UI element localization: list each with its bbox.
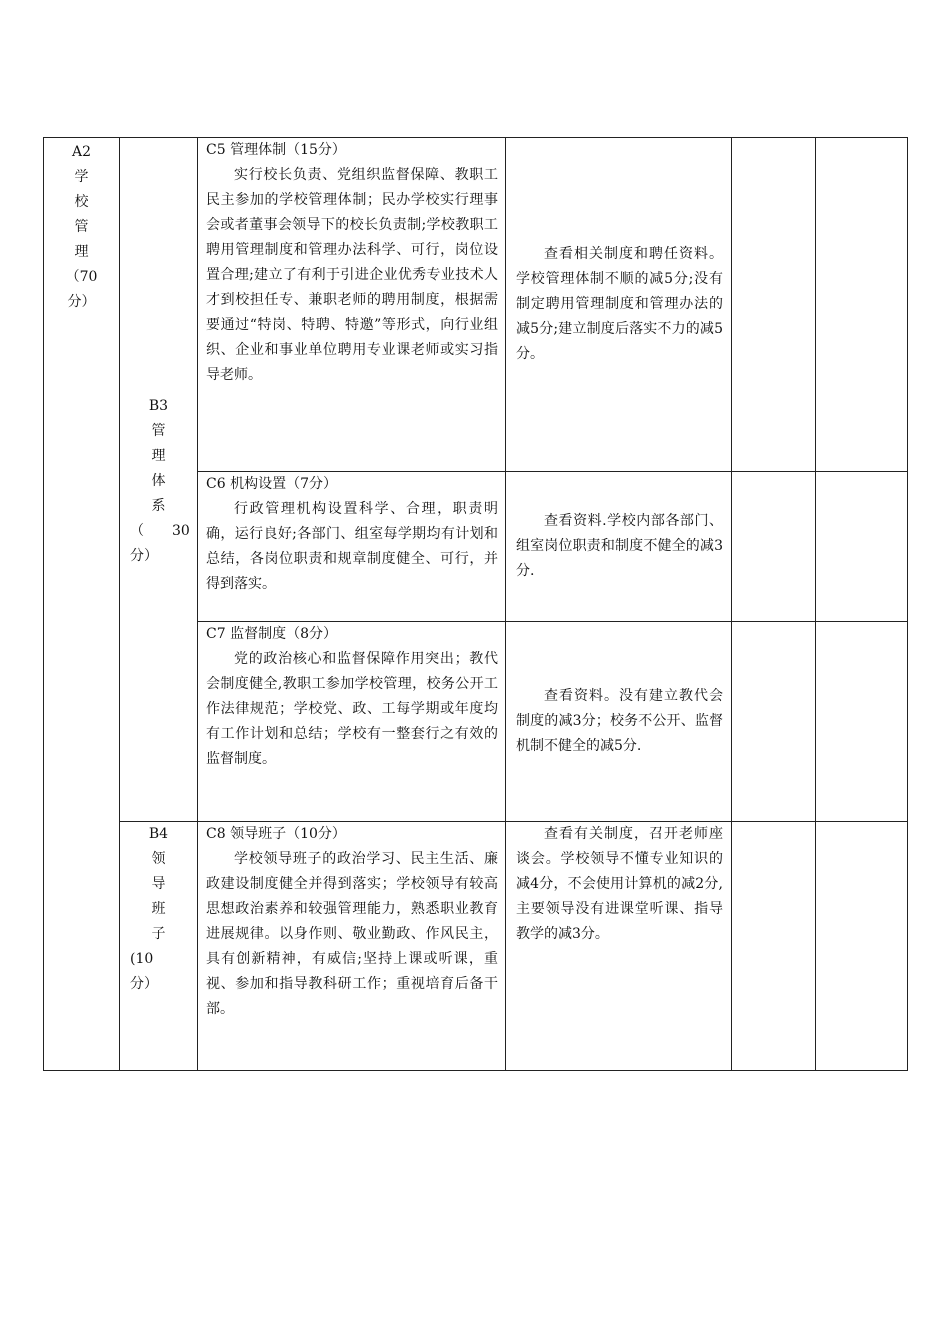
criterion-body: 行政管理机构设置科学、合理，职责明确，运行良好;各部门、组室每学期均有计划和总结，各岗位职责和规章制度健全、可行，并得到落实。 [206,501,498,592]
criterion-title: C8 领导班子（10分） [206,826,346,842]
criterion-title: C6 机构设置（7分） [206,476,337,492]
b3-score: （ 30 [130,523,190,539]
b3-char: 体 [151,473,166,489]
remark-cell [816,138,908,472]
criterion-body: 实行校长负责、党组织监督保障、教职工民主参加的学校管理体制；民办学校实行理事会或者董事会领导下的校长负责制;学校教职工聘用管理制度和管理办法科学、可行，岗位设置合理;建立了有利于引进企业优秀专业技术人才到校担任专、兼职老师的聘用制度，根据需要通过“特岗、特聘、特邀”等形式，向行业组织、企业和事业单位聘用专业课老师或实习指导老师。 [206,167,498,383]
b3-code: B3 [148,398,169,414]
a2-code: A2 [71,144,92,160]
method-cell [506,622,732,822]
b4-char: 子 [151,926,166,942]
b4-char: 领 [151,851,166,867]
remark-cell [816,472,908,622]
b4-category-cell [120,822,198,1071]
b3-char: 系 [151,498,166,514]
score-cell [732,622,816,822]
criterion-title: C7 监督制度（8分） [206,626,337,642]
table-row [44,822,908,1071]
a2-category-cell [44,138,120,1071]
a2-score-unit: 分） [67,294,96,310]
b4-score: (10 [130,951,154,967]
a2-char: 理 [74,244,89,260]
b3-char: 理 [151,448,166,464]
criterion-cell [198,622,506,822]
b4-code: B4 [148,826,169,842]
a2-char: 校 [74,194,89,210]
b4-score-unit: 分） [130,976,158,992]
remark-cell [816,622,908,822]
criterion-cell [198,822,506,1071]
criterion-body: 学校领导班子的政治学习、民主生活、廉政建设制度健全并得到落实；学校领导有较高思想政治素养和较强管理能力，熟悉职业教育进展规律。以身作则、敬业勤政、作风民主，具有创新精神，有威信;坚持上课或听课，重视、参加和指导教科研工作；重视培育后备干部。 [206,851,498,1017]
method-text: 查看有关制度，召开老师座谈会。学校领导不懂专业知识的减4分，不会使用计算机的减2分,主要领导没有进课堂听课、指导教学的减3分。 [516,826,723,942]
b3-score-unit: 分） [130,548,158,564]
method-text: 查看相关制度和聘任资料。学校管理体制不顺的减5分;没有制定聘用管理制度和管理办法的减5分;建立制度后落实不力的减5分。 [516,246,723,362]
criterion-cell [198,138,506,472]
a2-score: （70 [65,269,98,285]
criterion-cell [198,472,506,622]
b3-char: 管 [151,423,166,439]
b4-char: 导 [151,876,166,892]
method-cell [506,138,732,472]
method-cell [506,472,732,622]
method-cell [506,822,732,1071]
score-cell [732,822,816,1071]
method-text: 查看资料。没有建立教代会制度的减3分；校务不公开、监督机制不健全的减5分. [516,688,723,754]
b4-char: 班 [151,901,166,917]
score-cell [732,138,816,472]
remark-cell [816,822,908,1071]
criterion-body: 党的政治核心和监督保障作用突出；教代会制度健全,教职工参加学校管理，校务公开工作法律规范；学校党、政、工每学期或年度均有工作计划和总结；学校有一整套行之有效的监督制度。 [206,651,498,767]
a2-char: 学 [74,169,89,185]
score-cell [732,472,816,622]
method-text: 查看资料.学校内部各部门、组室岗位职责和制度不健全的减3分. [516,513,723,579]
criterion-title: C5 管理体制（15分） [206,142,346,158]
table-row [44,138,908,472]
a2-char: 管 [74,219,89,235]
evaluation-table [43,137,908,1071]
b3-category-cell [120,138,198,822]
